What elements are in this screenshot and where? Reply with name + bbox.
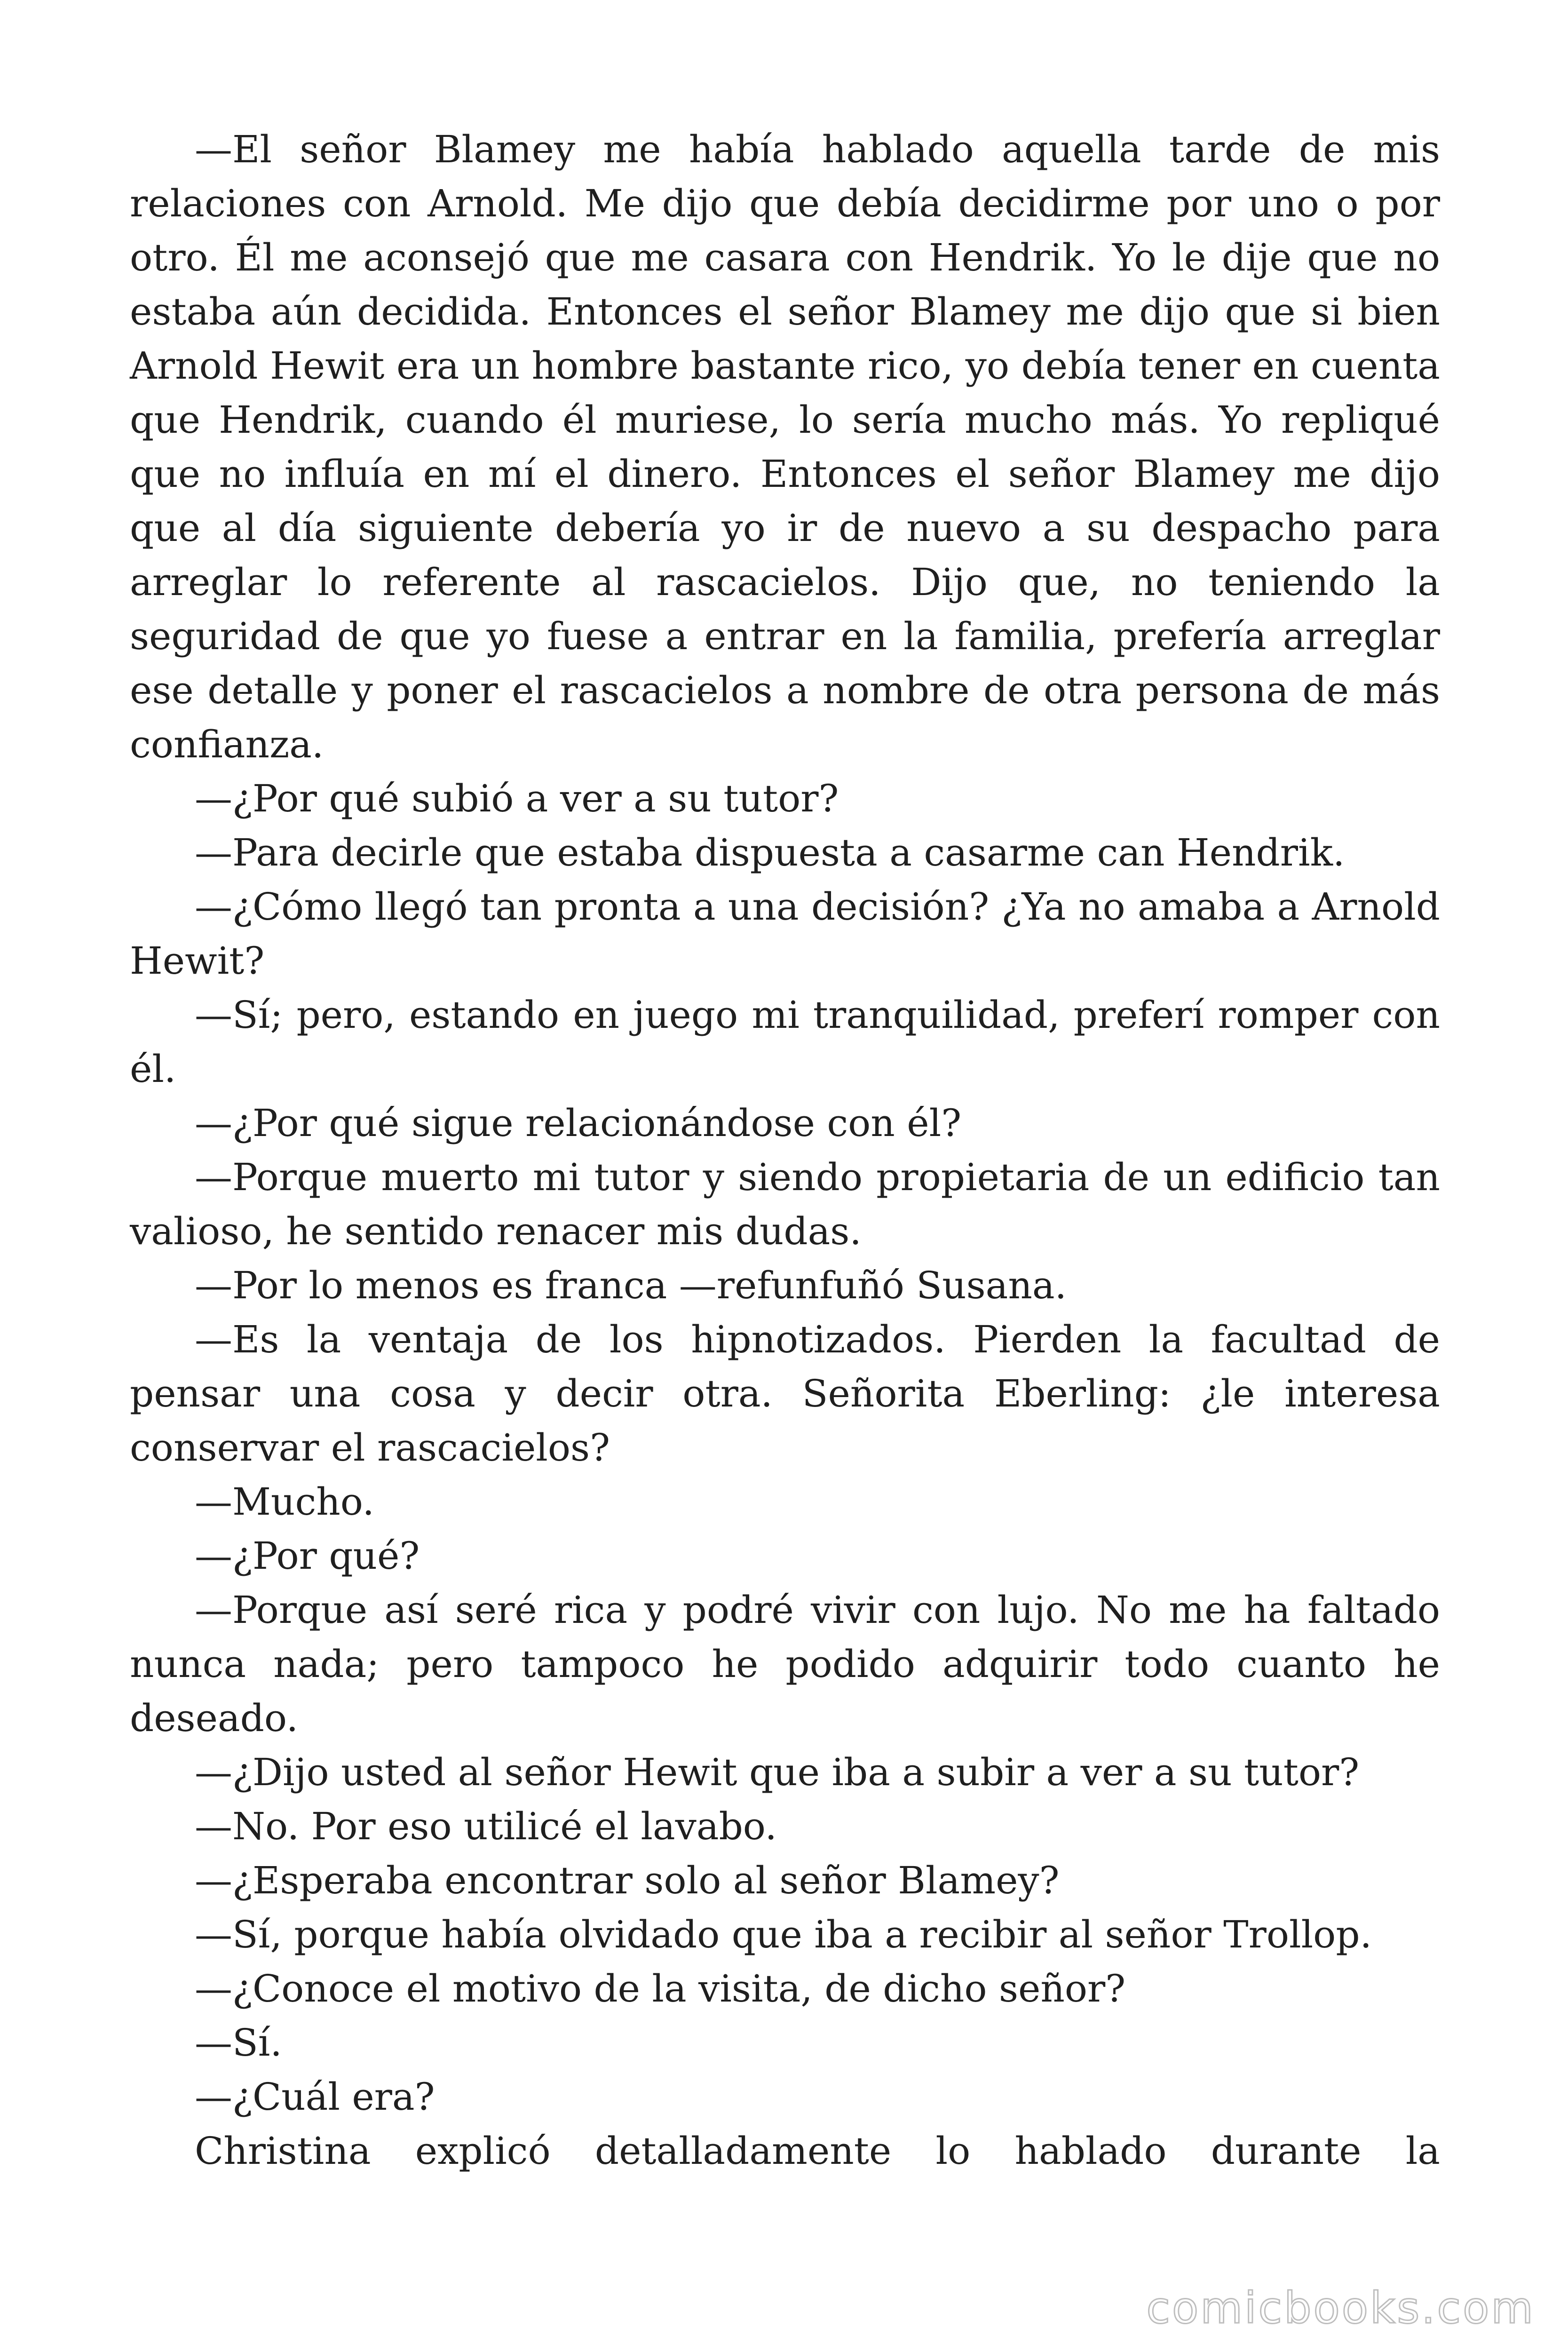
paragraph: —¿Esperaba encontrar solo al señor Blamey? <box>195 1859 1060 1902</box>
paragraph: —Sí. <box>195 2021 282 2065</box>
paragraph: —Porque así seré rica y podré vivir con lujo. No me ha faltado nunca nada; pero tampoco he podido adquirir todo cuanto he deseado. <box>130 1588 1440 1740</box>
paragraph: —¿Dijo usted al señor Hewit que iba a subir a ver a su tutor? <box>195 1750 1360 1794</box>
paragraph: —Es la ventaja de los hipnotizados. Pierden la facultad de pensar una cosa y decir otra. Señorita Eberling: ¿le interesa conservar el rascacielos? <box>130 1318 1440 1470</box>
paragraph: —¿Por qué subió a ver a su tutor? <box>195 777 839 820</box>
paragraph: —Mucho. <box>195 1480 374 1524</box>
paragraph: —Sí, porque había olvidado que iba a recibir al señor Trollop. <box>195 1913 1372 1956</box>
paragraph: —No. Por eso utilicé el lavabo. <box>195 1804 777 1848</box>
paragraph: —Porque muerto mi tutor y siendo propietaria de un edificio tan valioso, he sentido renacer mis dudas. <box>130 1155 1440 1253</box>
paragraph: —Para decirle que estaba dispuesta a casarme can Hendrik. <box>195 831 1345 874</box>
paragraph: —¿Cuál era? <box>195 2075 435 2119</box>
paragraph: —¿Por qué sigue relacionándose con él? <box>195 1101 962 1145</box>
paragraph: —¿Conoce el motivo de la visita, de dicho señor? <box>195 1967 1126 2010</box>
paragraph: —Por lo menos es franca —refunfuñó Susana. <box>195 1263 1067 1307</box>
paragraph: —El señor Blamey me había hablado aquella tarde de mis relaciones con Arnold. Me dijo que debía decidirme por uno o por otro. Él me aconsejó que me casara con Hendrik. Yo le dije que no estaba aún decidida. Entonces el señor Blamey me dijo que si bien Arnold Hewit era un hombre bastante rico, yo debía tener en cuenta que Hendrik, cuando él muriese, lo sería mucho más. Yo repliqué que no influía en mí el dinero. Entonces el señor Blamey me dijo que al día siguiente debería yo ir de nuevo a su despacho para arreglar lo referente al rascacielos. Dijo que, no teniendo la seguridad de que yo fuese a entrar en la familia, prefería arreglar ese detalle y poner el rascacielos a nombre de otra persona de más confianza. <box>130 127 1440 766</box>
paragraph: —¿Por qué? <box>195 1534 420 1578</box>
paragraph: —Sí; pero, estando en juego mi tranquilidad, preferí romper con él. <box>130 993 1440 1091</box>
paragraph: —¿Cómo llegó tan pronta a una decisión? ¿Ya no amaba a Arnold Hewit? <box>130 885 1440 983</box>
paragraph-continued: Christina explicó detalladamente lo hablado durante la <box>195 2129 1440 2173</box>
watermark: comicbooks.com <box>1146 2283 1535 2333</box>
page-text <box>130 122 1440 2178</box>
